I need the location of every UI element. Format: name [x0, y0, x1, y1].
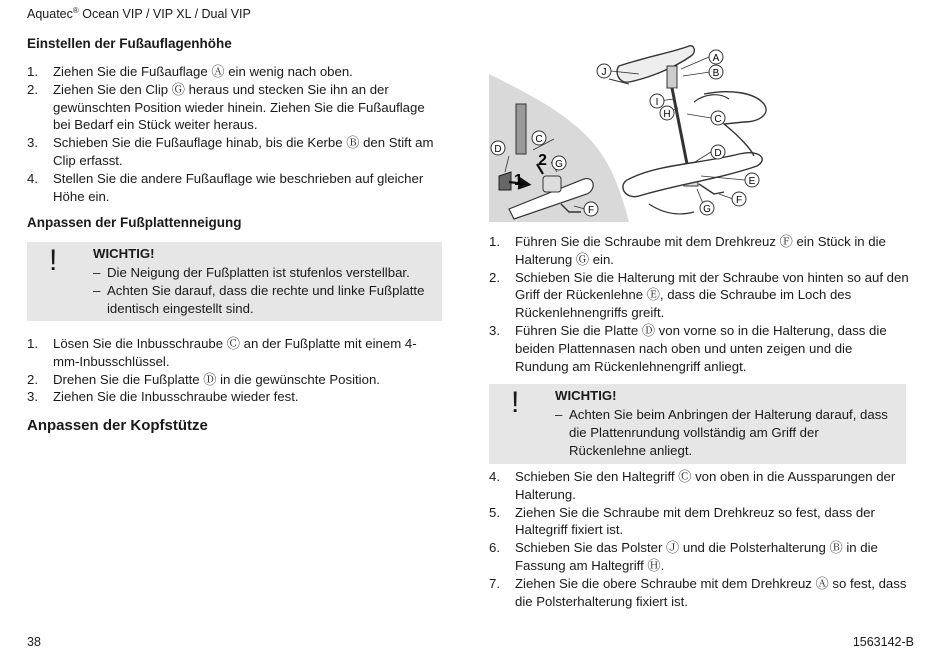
svg-text:G: G: [703, 204, 711, 215]
headrest-pad: [617, 46, 694, 83]
list-item: 1. Lösen Sie die Inbusschraube Ⓒ an der Fußplatte mit einem 4-mm-Inbusschlüssel.: [27, 336, 417, 369]
list-item: 3. Führen Sie die Platte Ⓓ von vorne so in die Halterung, dass die beiden Plattennasen nach oben und unten zeigen und die Rundung am Rückenlehnengriff anliegt.: [489, 322, 887, 374]
note-title: WICHTIG!: [555, 388, 617, 403]
warning-icon: !: [49, 244, 58, 277]
header-brand: Aquatec: [27, 7, 73, 22]
list-item: 4. Schieben Sie den Haltegriff Ⓒ von oben in die Aussparungen der Halterung.: [489, 469, 896, 502]
list-item: 2. Drehen Sie die Fußplatte Ⓓ in die gewünschte Position.: [27, 371, 380, 387]
svg-text:F: F: [735, 195, 743, 206]
list-item: 2. Ziehen Sie den Clip Ⓖ heraus und stecken Sie ihn an der gewünschten Position wieder hinein. Ziehen Sie die Fußauflage bei Bedarf ein Stück weiter heraus.: [27, 81, 425, 133]
list-item: 7. Ziehen Sie die obere Schraube mit dem Drehkreuz Ⓐ so fest, dass die Polsterhalterung fixiert ist.: [489, 575, 907, 609]
note-title: WICHTIG!: [93, 246, 155, 261]
list-item: 1. Ziehen Sie die Fußauflage Ⓐ ein wenig nach oben.: [27, 64, 353, 79]
backrest-handle-front: [623, 153, 762, 197]
list-item: 3. Schieben Sie die Fußauflage hinab, bis die Kerbe Ⓑ den Stift am Clip erfasst.: [27, 135, 434, 168]
list-item: – Achten Sie beim Anbringen der Halterung darauf, dass die Plattenrundung vollständig am Griff der Rückenlehne anliegt.: [555, 407, 888, 458]
svg-text:D: D: [714, 148, 722, 159]
list-item: 4. Stellen Sie die andere Fußauflage wie beschrieben auf gleicher Höhe ein.: [27, 170, 424, 204]
svg-text:G: G: [555, 159, 563, 170]
list-item: 5. Ziehen Sie die Schraube mit dem Drehkreuz so fest, dass der Haltegriff fixiert ist.: [489, 504, 875, 538]
document-number: 1563142-B: [852, 635, 914, 649]
section-title-headrest: Anpassen der Kopfstütze: [27, 417, 208, 434]
svg-text:A: A: [712, 53, 720, 64]
header-models: Ocean VIP / VIP XL / Dual VIP: [78, 7, 251, 22]
headrest-steps-part1: [489, 233, 909, 375]
warning-icon: !: [511, 386, 520, 419]
footplate-angle-steps: [27, 335, 442, 406]
list-item: 1. Führen Sie die Schraube mit dem Drehkreuz Ⓕ ein Stück in die Halterung Ⓖ ein.: [489, 234, 886, 267]
svg-text:F: F: [587, 205, 595, 216]
list-item: 3. Ziehen Sie die Inbusschraube wieder fest.: [27, 389, 299, 405]
note-items: [555, 406, 896, 459]
note-items: [93, 264, 432, 317]
list-item: – Achten Sie darauf, dass die rechte und linke Fußplatte identisch eingestellt sind.: [93, 282, 425, 316]
section-title-footplate-angle: Anpassen der Fußplattenneigung: [27, 215, 242, 230]
section-title-footrest-height: Einstellen der Fußauflagenhöhe: [27, 36, 232, 51]
svg-text:C: C: [535, 134, 543, 145]
detail-bracket: [543, 176, 561, 192]
headrest-steps-part2: [489, 468, 909, 610]
running-header: [27, 6, 251, 21]
list-item: – Die Neigung der Fußplatten ist stufenlos verstellbar.: [93, 265, 410, 280]
registered-mark: ®: [72, 6, 79, 15]
list-item: 2. Schieben Sie die Halterung mit der Schraube von hinten so auf den Griff der Rückenlehne Ⓔ, dass die Schraube im Loch des Rückenlehnengriffs greift.: [489, 269, 909, 321]
headrest-assembly-figure: [489, 44, 909, 222]
svg-text:B: B: [712, 68, 720, 79]
page-number: 38: [27, 635, 41, 649]
tension-screw: [699, 184, 724, 194]
pad-holder: [667, 66, 677, 88]
footrest-height-steps: [27, 63, 442, 205]
list-item: 6. Schieben Sie das Polster Ⓙ und die Polsterhalterung Ⓑ in die Fassung am Haltegriff Ⓗ.: [489, 540, 878, 573]
svg-text:C: C: [714, 114, 722, 125]
handle-bar: [672, 88, 689, 174]
svg-text:E: E: [748, 176, 756, 187]
step-mark-1: 1: [514, 172, 523, 189]
important-note-right: [489, 384, 906, 464]
svg-text:I: I: [655, 97, 659, 108]
svg-text:J: J: [601, 67, 607, 78]
detail-plate: [516, 104, 526, 154]
step-mark-2: 2: [538, 152, 547, 169]
svg-text:H: H: [663, 109, 671, 120]
important-note-left: [27, 242, 442, 321]
svg-text:D: D: [494, 144, 502, 155]
